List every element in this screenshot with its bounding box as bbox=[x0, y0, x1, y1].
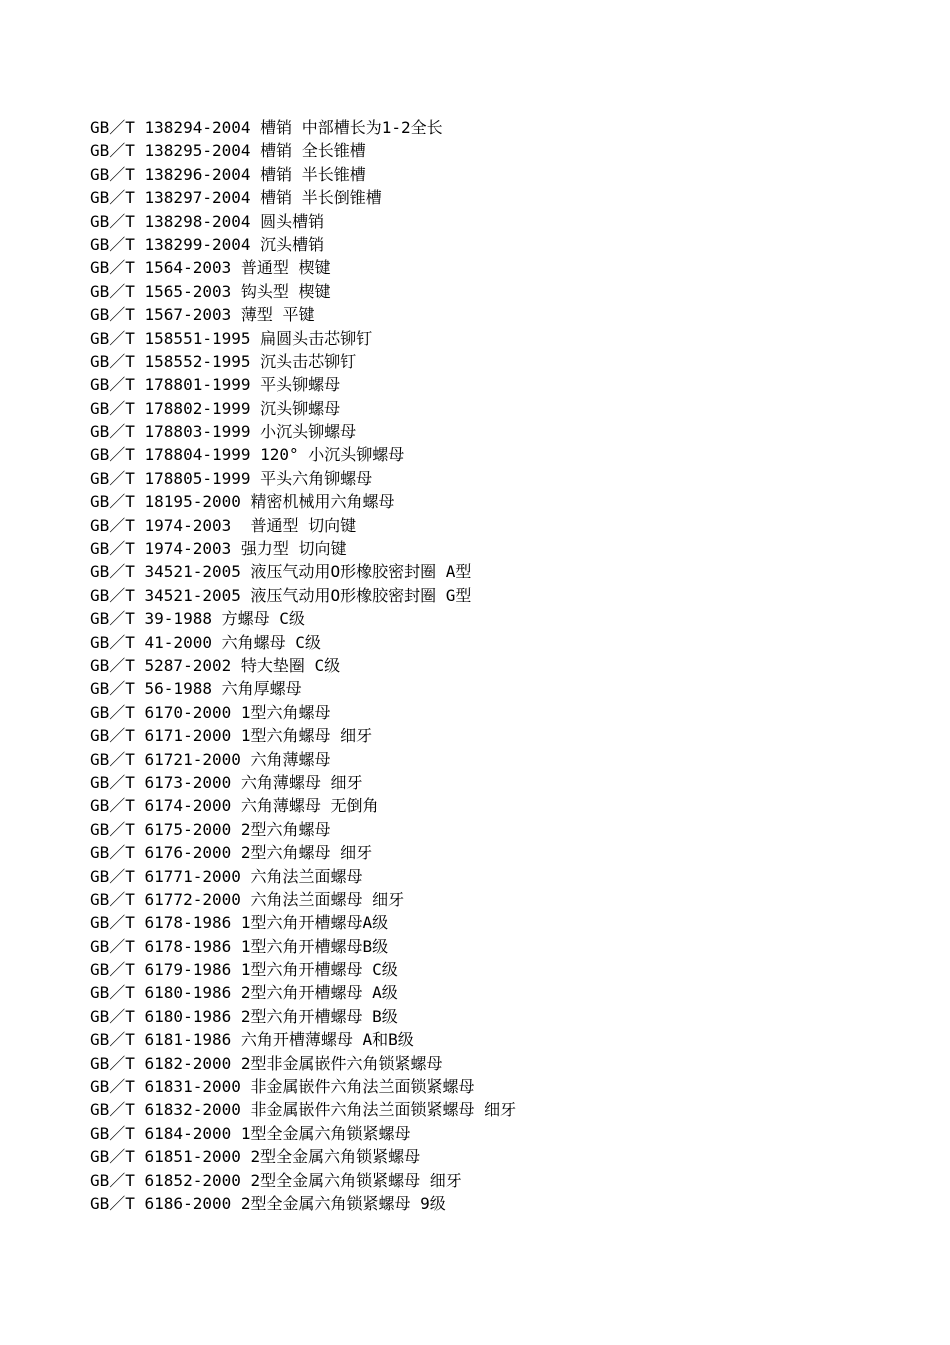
standard-item: GB／T 138294-2004 槽销 中部槽长为1-2全长 bbox=[90, 118, 443, 137]
standard-item: GB／T 1565-2003 钩头型 楔键 bbox=[90, 281, 331, 301]
standard-item: GB／T 138296-2004 槽销 半长锥槽 bbox=[90, 164, 366, 184]
standard-item: GB／T 41-2000 六角螺母 C级 bbox=[90, 632, 321, 652]
standard-item: GB／T 6174-2000 六角薄螺母 无倒角 bbox=[90, 796, 379, 816]
standard-item: GB／T 178801-1999 平头铆螺母 bbox=[90, 375, 341, 395]
standard-item: GB／T 6179-1986 1型六角开槽螺母 C级 bbox=[90, 960, 398, 980]
standard-item: GB／T 1564-2003 普通型 楔键 bbox=[90, 258, 331, 278]
standard-item: GB／T 61852-2000 2型全金属六角锁紧螺母 细牙 bbox=[90, 1170, 462, 1190]
standard-item: GB／T 5287-2002 特大垫圈 C级 bbox=[90, 655, 341, 675]
standard-item: GB／T 1974-2003 强力型 切向键 bbox=[90, 539, 347, 559]
standard-item: GB／T 178802-1999 沉头铆螺母 bbox=[90, 398, 341, 418]
standard-item: GB／T 158552-1995 沉头击芯铆钉 bbox=[90, 351, 357, 371]
standard-item: GB／T 1974-2003 普通型 切向键 bbox=[90, 515, 357, 535]
standard-item: GB／T 34521-2005 液压气动用O形橡胶密封圈 A型 bbox=[90, 562, 472, 582]
standard-item: GB／T 6173-2000 六角薄螺母 细牙 bbox=[90, 772, 363, 792]
standard-item: GB／T 138295-2004 槽销 全长锥槽 bbox=[90, 141, 366, 161]
standard-item: GB／T 6176-2000 2型六角螺母 细牙 bbox=[90, 843, 373, 863]
standard-item: GB／T 39-1988 方螺母 C级 bbox=[90, 609, 305, 629]
standard-item: GB／T 61831-2000 非金属嵌件六角法兰面锁紧螺母 bbox=[90, 1077, 475, 1097]
standard-item: GB／T 6171-2000 1型六角螺母 细牙 bbox=[90, 726, 373, 746]
standards-list bbox=[90, 116, 516, 1215]
standard-item: GB／T 61851-2000 2型全金属六角锁紧螺母 bbox=[90, 1147, 421, 1167]
standard-item: GB／T 178803-1999 小沉头铆螺母 bbox=[90, 422, 357, 442]
standard-item: GB／T 6178-1986 1型六角开槽螺母A级 bbox=[90, 913, 389, 933]
standard-item: GB／T 178804-1999 120° 小沉头铆螺母 bbox=[90, 445, 405, 465]
standard-item: GB／T 6181-1986 六角开槽薄螺母 A和B级 bbox=[90, 1030, 414, 1050]
standard-item: GB／T 6186-2000 2型全金属六角锁紧螺母 9级 bbox=[90, 1193, 446, 1213]
standard-item: GB／T 138297-2004 槽销 半长倒锥槽 bbox=[90, 188, 382, 208]
standard-item: GB／T 61771-2000 六角法兰面螺母 bbox=[90, 866, 363, 886]
standard-item: GB／T 6184-2000 1型全金属六角锁紧螺母 bbox=[90, 1123, 411, 1143]
standard-item: GB／T 61832-2000 非金属嵌件六角法兰面锁紧螺母 细牙 bbox=[90, 1100, 517, 1120]
standard-item: GB／T 61721-2000 六角薄螺母 bbox=[90, 749, 331, 769]
standard-item: GB／T 61772-2000 六角法兰面螺母 细牙 bbox=[90, 889, 405, 909]
standard-item: GB／T 34521-2005 液压气动用O形橡胶密封圈 G型 bbox=[90, 585, 472, 605]
standard-item: GB／T 1567-2003 薄型 平键 bbox=[90, 305, 315, 325]
standard-item: GB／T 158551-1995 扁圆头击芯铆钉 bbox=[90, 328, 373, 348]
standard-item: GB／T 6182-2000 2型非金属嵌件六角锁紧螺母 bbox=[90, 1053, 443, 1073]
standard-item: GB／T 6170-2000 1型六角螺母 bbox=[90, 702, 331, 722]
standard-item: GB／T 6180-1986 2型六角开槽螺母 B级 bbox=[90, 1006, 398, 1026]
standard-item: GB／T 138299-2004 沉头槽销 bbox=[90, 234, 325, 254]
standard-item: GB／T 6178-1986 1型六角开槽螺母B级 bbox=[90, 936, 389, 956]
standard-item: GB／T 6175-2000 2型六角螺母 bbox=[90, 819, 331, 839]
standard-item: GB／T 18195-2000 精密机械用六角螺母 bbox=[90, 492, 395, 512]
standard-item: GB／T 56-1988 六角厚螺母 bbox=[90, 679, 302, 699]
standard-item: GB／T 178805-1999 平头六角铆螺母 bbox=[90, 468, 373, 488]
standard-item: GB／T 6180-1986 2型六角开槽螺母 A级 bbox=[90, 983, 398, 1003]
standard-item: GB／T 138298-2004 圆头槽销 bbox=[90, 211, 325, 231]
